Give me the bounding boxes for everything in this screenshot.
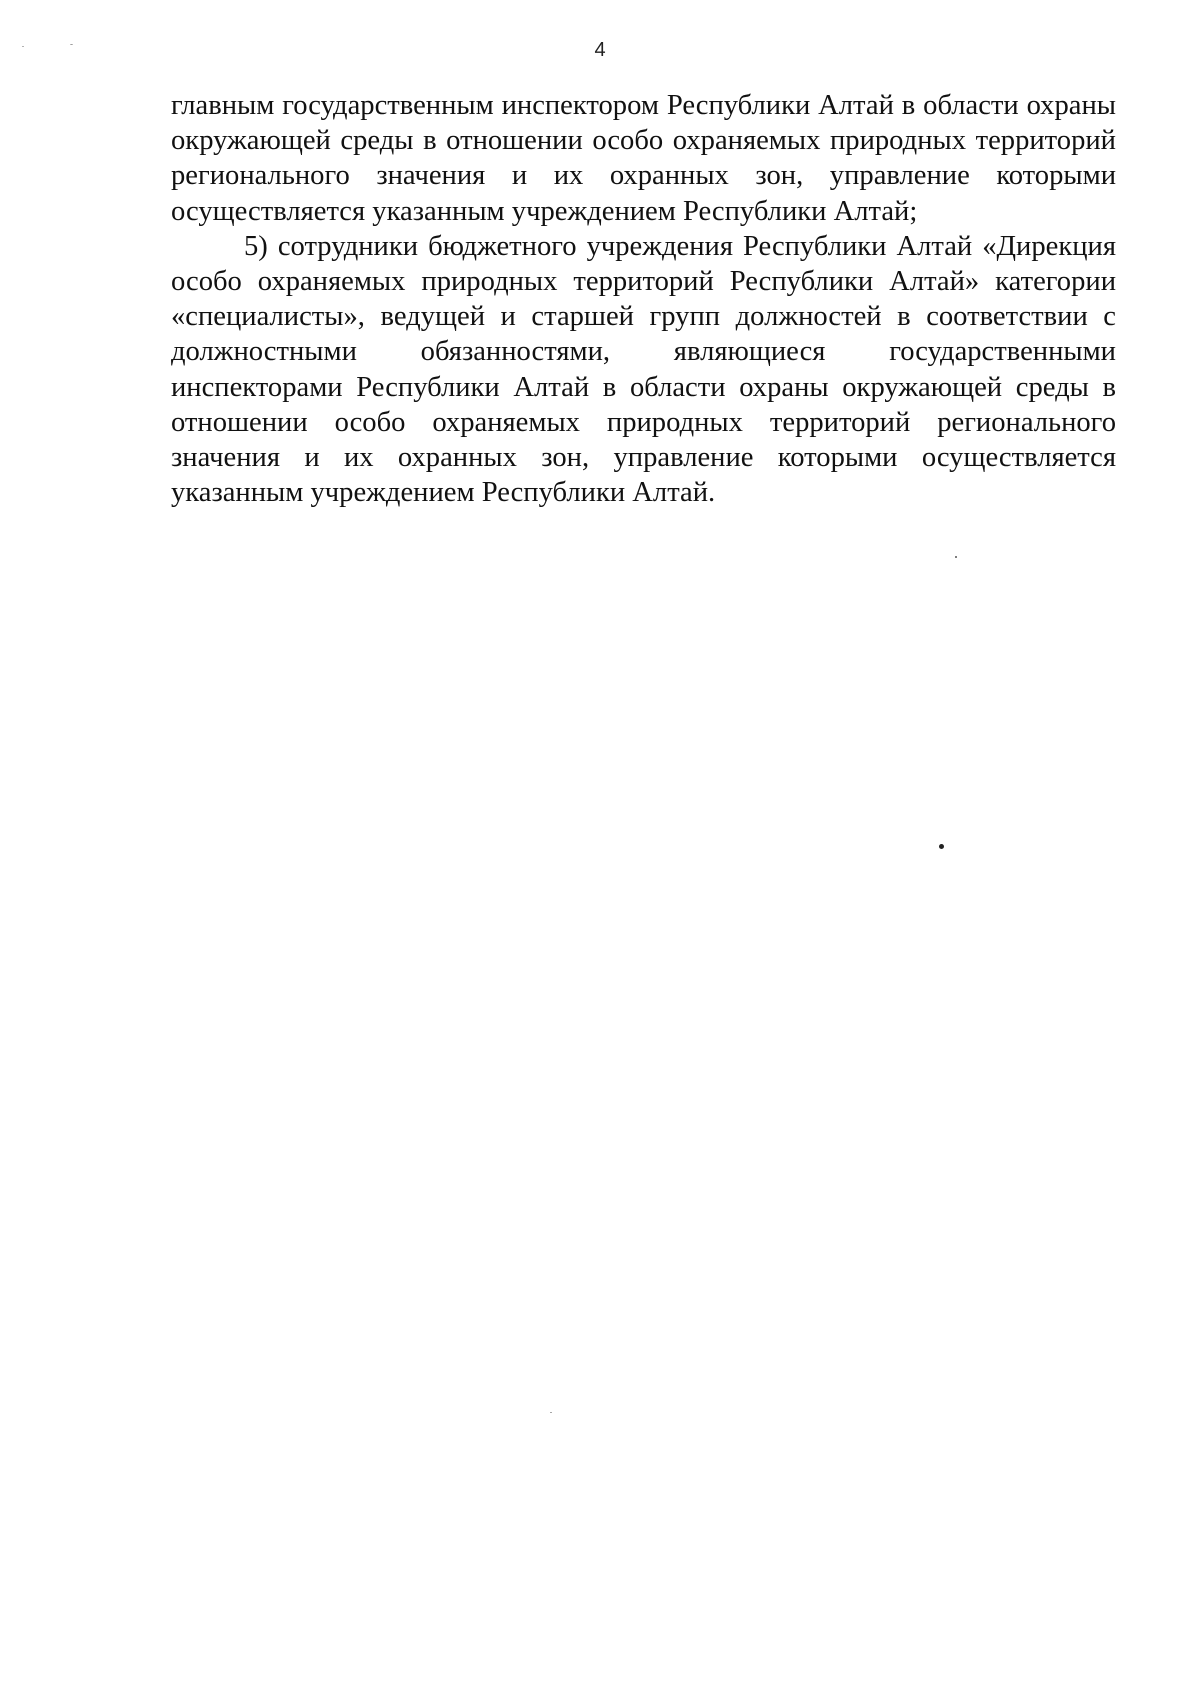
paragraph-item-5: 5) сотрудники бюджетного учреждения Республики Алтай «Дирекция особо охраняемых природных территорий Республики Алтай» категории «специалисты», ведущей и старшей групп должностей в соответствии с должностными обязанностями, являющиеся государственными инспекторами Республики Алтай в области охраны окружающей среды в отношении особо охраняемых природных территорий регионального значения и их охранных зон, управление которыми осуществляется указанным учреждением Республики Алтай. — [171, 230, 1116, 509]
paragraph-continuation: главным государственным инспектором Республики Алтай в области охраны окружающей среды в отношении особо охраняемых природных территорий регионального значения и их охранных зон, управление которыми осуществляется указанным учреждением Республики Алтай; — [171, 90, 1116, 227]
document-body — [171, 88, 1116, 510]
scan-speck — [550, 1412, 552, 1413]
scan-speck — [939, 844, 944, 849]
page-number: 4 — [594, 39, 606, 61]
scan-speck — [22, 46, 24, 47]
scan-speck — [70, 44, 73, 45]
scan-speck — [955, 556, 957, 558]
